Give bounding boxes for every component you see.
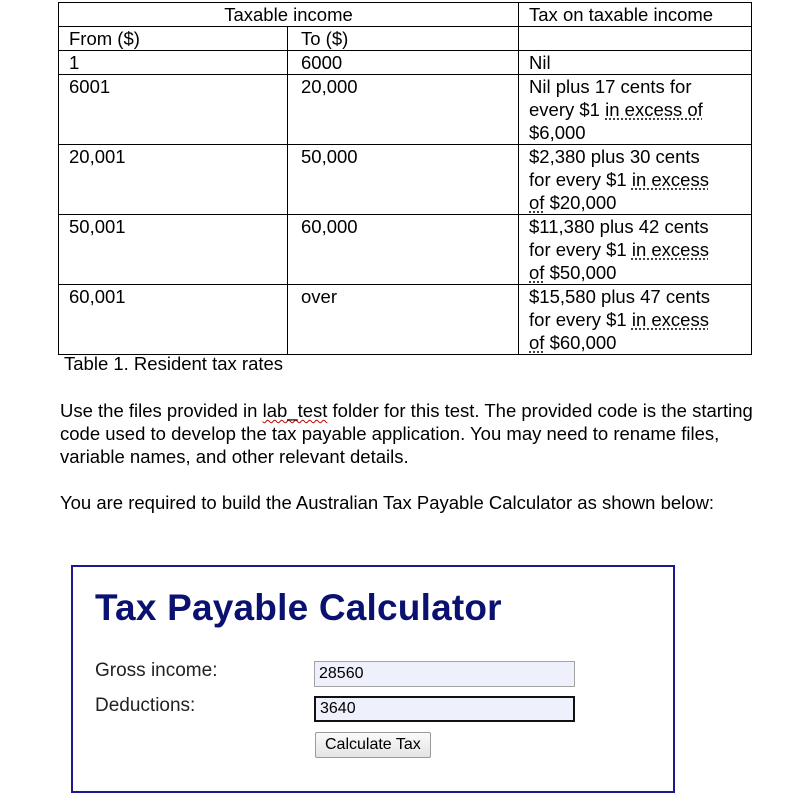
table-row [59,145,752,215]
rate-text-underlined: in excess [631,309,709,330]
table-caption: Table 1. Resident tax rates [64,353,284,374]
cell-rate [519,51,752,75]
header-from: From ($) [59,27,288,51]
cell-from: 6001 [59,75,288,145]
cell-rate [519,215,752,285]
rate-text: for every $1 [529,309,632,330]
rate-text-underlined: in excess of [605,99,703,120]
rate-text-underlined: in excess [631,169,709,190]
cell-from: 60,001 [59,285,288,355]
rate-text: every $1 [529,99,606,120]
folder-name: lab_test [262,400,328,421]
instructions-text: Use the files provided in [60,400,263,421]
header-empty-cell [519,27,752,51]
deductions-input[interactable] [314,696,575,722]
deductions-label: Deductions: [95,695,196,716]
calculate-tax-button[interactable]: Calculate Tax [315,732,431,758]
rate-text: $15,580 plus 47 cents [529,286,711,307]
header-to: To ($) [288,27,519,51]
cell-rate [519,145,752,215]
table-row [59,75,752,145]
rate-text: Nil plus 17 cents for [529,76,692,97]
rate-text: $6,000 [529,122,586,143]
cell-rate [519,285,752,355]
rate-text-underlined: of [529,192,545,213]
table-header-row [59,3,752,27]
cell-from: 1 [59,51,288,75]
cell-to: 60,000 [288,215,519,285]
rate-text: $60,000 [544,332,617,353]
rate-text: $20,000 [544,192,617,213]
rate-text-underlined: of [529,262,545,283]
rate-text: $50,000 [544,262,617,283]
table-row [59,215,752,285]
gross-income-label: Gross income: [95,660,218,681]
cell-to: 6000 [288,51,519,75]
calculator-title: Tax Payable Calculator [95,587,502,628]
instructions-paragraph [60,399,760,468]
rate-text: Nil [529,52,551,73]
cell-from: 20,001 [59,145,288,215]
table-row [59,51,752,75]
rate-text: for every $1 [529,169,632,190]
table-row [59,285,752,355]
cell-from: 50,001 [59,215,288,285]
header-taxable-income: Taxable income [59,3,519,27]
cell-to: 50,000 [288,145,519,215]
resident-tax-rates-table [58,2,752,355]
requirement-paragraph: You are required to build the Australian Tax Payable Calculator as shown below: [60,492,715,513]
cell-to: over [288,285,519,355]
cell-to: 20,000 [288,75,519,145]
cell-rate [519,75,752,145]
rate-text: $2,380 plus 30 cents [529,146,700,167]
rate-text-underlined: in excess [631,239,709,260]
table-subheader-row [59,27,752,51]
tax-calculator-panel [71,565,675,793]
rate-text: $11,380 plus 42 cents [529,216,709,237]
rate-text-underlined: of [529,332,545,353]
header-tax-on-taxable-income: Tax on taxable income [519,3,752,27]
rate-text: for every $1 [529,239,632,260]
instructions-text: folder for this test. The provided code is the starting code used to develop the tax payable application. You may need to rename files, variable names, and other relevant details. [60,400,753,467]
gross-income-input[interactable] [314,661,575,687]
